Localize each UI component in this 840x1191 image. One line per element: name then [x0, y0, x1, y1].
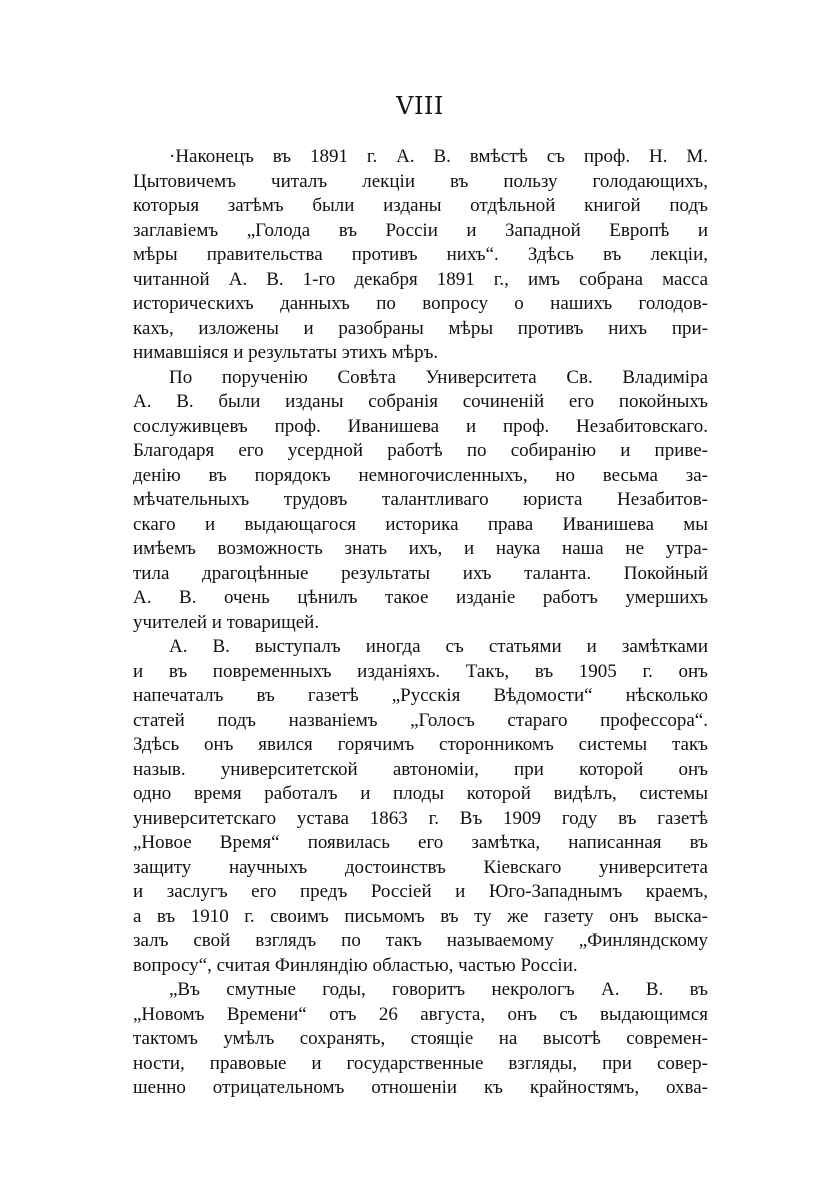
paragraph	[133, 978, 708, 1101]
text-line: Цытовичемъ читалъ лекціи въ пользу голодающихъ,	[133, 170, 708, 192]
text-line: защиту научныхъ достоинствъ Кіевскаго университета	[133, 856, 708, 878]
text-line: напечаталъ въ газетѣ „Русскія Вѣдомости“ нѣсколько	[133, 685, 708, 706]
text-line: которыя затѣмъ были изданы отдѣльной книгой подъ	[133, 195, 708, 216]
text-line: университетскаго устава 1863 г. Въ 1909 году въ газетѣ	[133, 807, 708, 829]
text-line: тактомъ умѣлъ сохранять, стоящіе на высотѣ современ-	[133, 1028, 708, 1049]
text-line: сослуживцевъ проф. Иванишева и проф. Незабитовскаго.	[133, 415, 708, 437]
text-line: и заслугъ его предъ Россіей и Юго-Западнымъ краемъ,	[133, 881, 708, 902]
text-line: заглавіемъ „Голода въ Россіи и Западной Европѣ и	[133, 219, 708, 241]
text-line: Благодаря его усердной работѣ по собиранію и приве-	[133, 440, 708, 461]
text-line: вопросу“, считая Финляндію областью, частью Россіи.	[133, 954, 578, 976]
text-line: ·Наконецъ въ 1891 г. А. В. вмѣстѣ съ проф. Н. М.	[169, 146, 708, 167]
text-line: мѣчательныхъ трудовъ талантливаго юриста Незабитов-	[133, 489, 708, 510]
text-line: А. В. были изданы собранія сочиненій его покойныхъ	[133, 391, 708, 412]
text-line: одно время работалъ и плоды которой видѣлъ, системы	[133, 783, 708, 804]
text-line: мѣры правительства противъ нихъ“. Здѣсь въ лекціи,	[133, 244, 708, 265]
text-line: кахъ, изложены и разобраны мѣры противъ нихъ при-	[133, 317, 708, 339]
page-number: VIII	[396, 92, 444, 120]
paragraph	[133, 366, 708, 636]
text-line: Здѣсь онъ явился горячимъ сторонникомъ системы такъ	[133, 734, 708, 755]
text-line: ности, правовые и государственные взгляды, при совер-	[133, 1052, 708, 1074]
text-line: денію въ порядокъ немногочисленныхъ, но весьма за-	[133, 464, 708, 486]
text-line: статей подъ названіемъ „Голосъ стараго профессора“.	[133, 709, 708, 731]
text-line: и въ повременныхъ изданіяхъ. Такъ, въ 1905 г. онъ	[133, 660, 708, 682]
text-line: историческихъ данныхъ по вопросу о нашихъ голодов-	[133, 293, 708, 314]
text-line: назыв. университетской автономіи, при которой онъ	[133, 758, 708, 780]
text-line: „Новое Время“ появилась его замѣтка, написанная въ	[133, 832, 708, 853]
text-line: „Въ смутные годы, говоритъ некрологъ А. В. въ	[169, 979, 708, 1000]
body-text	[133, 145, 708, 1101]
text-line: А. В. очень цѣнилъ такое изданіе работъ умершихъ	[133, 587, 708, 608]
text-line: имѣемъ возможность знать ихъ, и наука наша не утра-	[133, 538, 708, 559]
text-line: залъ свой взглядъ по такъ называемому „Финляндскому	[133, 930, 708, 951]
text-line: учителей и товарищей.	[133, 611, 320, 633]
text-line: скаго и выдающагося историка права Иванишева мы	[133, 513, 708, 535]
text-line: нимавшіяся и результаты этихъ мѣръ.	[133, 342, 439, 363]
text-line: А. В. выступалъ иногда съ статьями и замѣтками	[169, 636, 708, 657]
text-line: читанной А. В. 1-го декабря 1891 г., имъ собрана масса	[133, 268, 708, 290]
paragraph	[133, 145, 708, 366]
text-line: шенно отрицательномъ отношеніи къ крайностямъ, охва-	[133, 1077, 708, 1098]
text-line: „Новомъ Времени“ отъ 26 августа, онъ съ выдающимся	[133, 1003, 708, 1025]
text-line: а въ 1910 г. своимъ письмомъ въ ту же газету онъ выска-	[133, 905, 708, 927]
paragraph	[133, 635, 708, 978]
text-line: тила драгоцѣнные результаты ихъ таланта. Покойный	[133, 562, 708, 584]
text-line: По порученію Совѣта Университета Св. Владиміра	[169, 366, 708, 388]
